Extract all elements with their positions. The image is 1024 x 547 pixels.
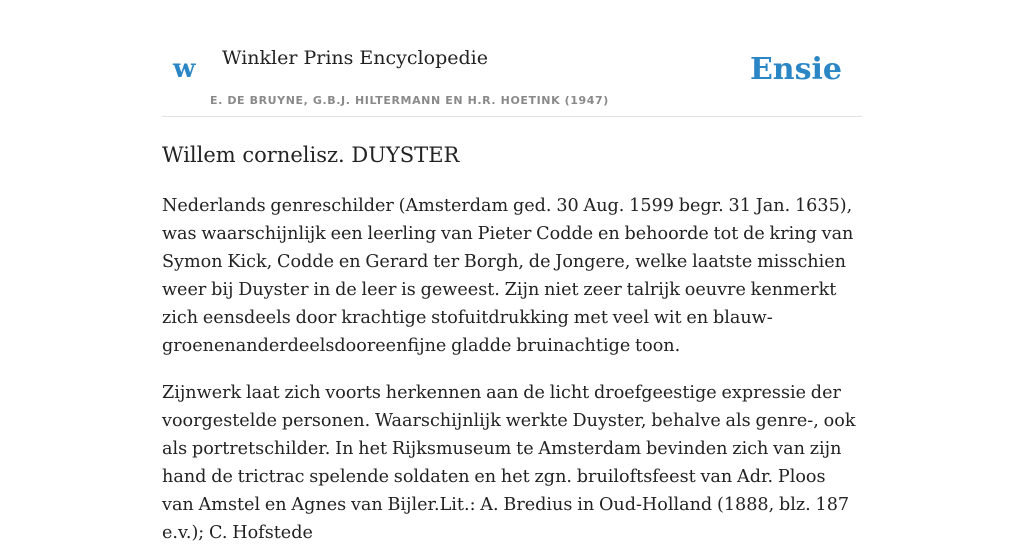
article-paragraph: Nederlands genreschilder (Amsterdam ged. 30 Aug. 1599 begr. 31 Jan. 1635), was waarschijnlijk een leerling van Pieter Codde en behoorde tot de kring van Symon Kick, Codde en Gerard ter Borgh, de Jongere, welke laatste misschien weer bij Duyster in de leer is geweest. Zijn niet zeer talrijk oeuvre kenmerkt zich eensdeels door krachtige stofuitdrukking met veel wit en blauw-groenenanderdeelsdooreenfijne gladde bruinachtige toon. (162, 196, 854, 356)
ensie-brand-link[interactable]: Ensie (749, 52, 842, 87)
article-title: Willem cornelisz. DUYSTER (162, 143, 460, 167)
winkler-prins-logo: w (173, 54, 196, 84)
article (162, 140, 862, 547)
publication-authors: E. DE BRUYNE, G.B.J. HILTERMANN EN H.R. HOETINK (1947) (210, 94, 609, 107)
site-header (162, 0, 862, 117)
publication-title: Winkler Prins Encyclopedie (222, 47, 488, 69)
article-paragraph: Zijnwerk laat zich voorts herkennen aan de licht droefgeestige expressie der voorgestelde personen. Waarschijnlijk werkte Duyster, behalve als genre-, ook als portretschilder. In het Rijksmuseum te Amsterdam bevinden zich van zijn hand de trictrac spelende soldaten en het zgn. bruiloftsfeest van Adr. Ploos van Amstel en Agnes van Bijler.Lit.: A. Bredius in Oud-Holland (1888, blz. 187 e.v.); C. Hofstede (162, 383, 856, 543)
